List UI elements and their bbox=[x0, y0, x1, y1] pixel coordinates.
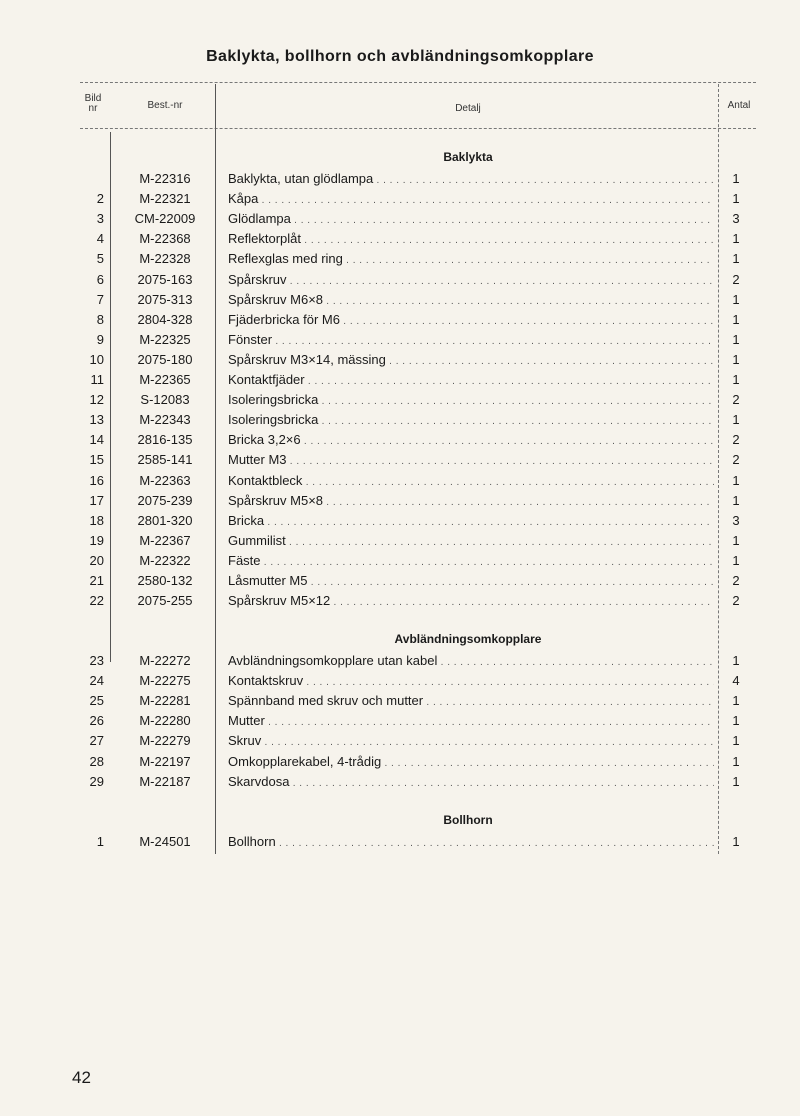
part-bild-nr: 8 bbox=[96, 311, 104, 327]
part-detalj: Omkopplarekabel, 4-trådig . . . bbox=[228, 754, 714, 769]
part-best-nr: M-22272 bbox=[139, 653, 191, 668]
part-detalj: Spårskruv M5×12 . . . bbox=[228, 593, 714, 608]
part-bild-nr: 24 bbox=[89, 673, 104, 689]
part-bild-nr: 26 bbox=[89, 713, 104, 729]
part-antal: 1 bbox=[732, 713, 740, 729]
part-antal: 1 bbox=[732, 552, 740, 568]
part-bild-nr: 17 bbox=[89, 492, 104, 508]
part-bild-nr: 3 bbox=[96, 211, 104, 227]
part-best-nr: M-22343 bbox=[139, 412, 191, 428]
part-bild-nr: 9 bbox=[96, 331, 104, 347]
part-detalj: Baklykta, utan glödlampa . . . bbox=[228, 171, 714, 186]
part-antal: 1 bbox=[732, 834, 740, 849]
part-bild-nr: 14 bbox=[89, 432, 104, 448]
part-detalj: Reflexglas med ring . . . bbox=[228, 251, 714, 266]
table-row bbox=[0, 452, 800, 472]
part-bild-nr: 10 bbox=[89, 351, 104, 367]
part-bild-nr: 21 bbox=[89, 573, 104, 588]
table-row bbox=[0, 332, 800, 352]
part-antal: 1 bbox=[732, 251, 740, 267]
part-best-nr: M-22322 bbox=[139, 552, 191, 568]
part-antal: 1 bbox=[732, 311, 740, 327]
part-detalj: Bricka 3,2×6 . . . bbox=[228, 432, 714, 447]
part-bild-nr: 28 bbox=[89, 753, 104, 769]
header-top-rule bbox=[80, 82, 756, 83]
table-row bbox=[0, 272, 800, 292]
part-antal: 4 bbox=[732, 673, 740, 689]
part-detalj: Kåpa . . . bbox=[228, 191, 714, 206]
part-best-nr: 2585-141 bbox=[137, 452, 193, 468]
part-best-nr: 2816-135 bbox=[137, 432, 193, 448]
part-antal: 2 bbox=[732, 392, 740, 408]
part-bild-nr: 22 bbox=[89, 593, 104, 609]
column-header-antal: Antal bbox=[727, 100, 751, 111]
section-heading: Avbländningsomkopplare bbox=[394, 632, 542, 646]
part-detalj: Glödlampa . . . bbox=[228, 211, 714, 226]
part-bild-nr: 25 bbox=[89, 693, 104, 709]
table-row bbox=[0, 231, 800, 251]
column-header-bild-nr: Bild nr bbox=[84, 93, 102, 114]
table-row bbox=[0, 432, 800, 452]
part-antal: 1 bbox=[732, 492, 740, 508]
part-antal: 1 bbox=[732, 171, 740, 186]
part-bild-nr: 16 bbox=[89, 472, 104, 488]
part-best-nr: M-22367 bbox=[139, 532, 191, 548]
part-antal: 1 bbox=[732, 231, 740, 247]
part-detalj: Fjäderbricka för M6 . . . bbox=[228, 312, 714, 327]
part-detalj: Isoleringsbricka . . . bbox=[228, 412, 714, 427]
column-header-detalj: Detalj bbox=[455, 103, 481, 114]
part-bild-nr: 15 bbox=[89, 452, 104, 468]
table-row bbox=[0, 412, 800, 432]
part-bild-nr: 6 bbox=[96, 271, 104, 287]
part-bild-nr: 27 bbox=[89, 733, 104, 749]
part-best-nr: CM-22009 bbox=[134, 211, 196, 227]
part-antal: 1 bbox=[732, 291, 740, 307]
part-best-nr: 2580-132 bbox=[137, 573, 193, 588]
part-best-nr: M-22280 bbox=[139, 713, 191, 729]
part-antal: 1 bbox=[732, 412, 740, 428]
part-best-nr: M-22325 bbox=[139, 331, 191, 347]
part-best-nr: 2804-328 bbox=[137, 311, 193, 327]
table-row bbox=[0, 191, 800, 211]
part-detalj: Bollhorn . . . bbox=[228, 834, 714, 849]
page-title: Baklykta, bollhorn och avbländningsomkopplare bbox=[206, 48, 594, 65]
part-best-nr: S-12083 bbox=[140, 392, 190, 408]
part-detalj: Skarvdosa . . . bbox=[228, 774, 714, 789]
part-antal: 3 bbox=[732, 512, 740, 528]
part-antal: 2 bbox=[732, 593, 740, 609]
part-bild-nr: 13 bbox=[89, 412, 104, 428]
part-best-nr: 2075-313 bbox=[137, 291, 193, 307]
part-antal: 1 bbox=[732, 472, 740, 488]
part-antal: 1 bbox=[732, 331, 740, 347]
table-row bbox=[0, 693, 800, 713]
column-header-best-nr: Best.-nr bbox=[147, 100, 183, 111]
part-best-nr: M-24501 bbox=[139, 834, 191, 849]
table-row bbox=[0, 251, 800, 271]
part-bild-nr: 4 bbox=[96, 231, 104, 247]
part-best-nr: 2075-163 bbox=[137, 271, 193, 287]
part-detalj: Spårskruv M3×14, mässing . . . bbox=[228, 352, 714, 367]
part-bild-nr: 20 bbox=[89, 552, 104, 568]
header-bottom-rule bbox=[80, 128, 756, 129]
part-bild-nr: 23 bbox=[89, 653, 104, 668]
part-antal: 1 bbox=[732, 733, 740, 749]
table-row bbox=[0, 653, 800, 673]
part-best-nr: 2801-320 bbox=[137, 512, 193, 528]
part-detalj: Fäste . . . bbox=[228, 553, 714, 568]
table-row bbox=[0, 392, 800, 412]
part-antal: 2 bbox=[732, 573, 740, 588]
part-best-nr: 2075-180 bbox=[137, 351, 193, 367]
part-detalj: Fönster . . . bbox=[228, 332, 714, 347]
table-row bbox=[0, 352, 800, 372]
part-antal: 2 bbox=[732, 432, 740, 448]
part-antal: 1 bbox=[732, 532, 740, 548]
part-detalj: Bricka . . . bbox=[228, 513, 714, 528]
table-row bbox=[0, 312, 800, 332]
part-bild-nr: 11 bbox=[90, 372, 104, 387]
part-detalj: Kontaktskruv . . . bbox=[228, 673, 714, 688]
part-detalj: Spårskruv . . . bbox=[228, 272, 714, 287]
part-antal: 1 bbox=[732, 753, 740, 769]
part-detalj: Spännband med skruv och mutter . . . bbox=[228, 693, 714, 708]
table-row bbox=[0, 673, 800, 693]
part-bild-nr: 1 bbox=[96, 834, 104, 849]
part-best-nr: M-22328 bbox=[139, 251, 191, 267]
table-row bbox=[0, 513, 800, 533]
part-best-nr: M-22197 bbox=[139, 753, 191, 769]
part-best-nr: M-22281 bbox=[139, 693, 191, 709]
table-row bbox=[0, 493, 800, 513]
part-best-nr: M-22275 bbox=[139, 673, 191, 689]
part-detalj: Gummilist . . . bbox=[228, 533, 714, 548]
part-best-nr: 2075-239 bbox=[137, 492, 193, 508]
part-antal: 2 bbox=[732, 271, 740, 287]
part-antal: 2 bbox=[732, 452, 740, 468]
part-antal: 1 bbox=[732, 191, 740, 207]
table-row bbox=[0, 713, 800, 733]
part-best-nr: M-22368 bbox=[139, 231, 191, 247]
section-heading: Bollhorn bbox=[443, 813, 493, 827]
part-detalj: Kontaktbleck . . . bbox=[228, 473, 714, 488]
part-detalj: Isoleringsbricka . . . bbox=[228, 392, 714, 407]
table-row bbox=[0, 372, 800, 392]
part-best-nr: M-22187 bbox=[139, 773, 191, 789]
part-best-nr: M-22365 bbox=[139, 372, 191, 387]
part-bild-nr: 7 bbox=[96, 291, 104, 307]
part-detalj: Kontaktfjäder . . . bbox=[228, 372, 714, 387]
table-row bbox=[0, 473, 800, 493]
part-detalj: Avbländningsomkopplare utan kabel . . . bbox=[228, 653, 714, 668]
part-best-nr: M-22279 bbox=[139, 733, 191, 749]
part-best-nr: M-22363 bbox=[139, 472, 191, 488]
part-best-nr: M-22316 bbox=[139, 171, 191, 186]
part-antal: 1 bbox=[732, 372, 740, 387]
part-detalj: Spårskruv M5×8 . . . bbox=[228, 493, 714, 508]
table-row bbox=[0, 211, 800, 231]
table-row bbox=[0, 774, 800, 794]
part-bild-nr: 29 bbox=[89, 773, 104, 789]
table-row bbox=[0, 553, 800, 573]
part-detalj: Reflektorplåt . . . bbox=[228, 231, 714, 246]
table-row bbox=[0, 573, 800, 593]
part-antal: 1 bbox=[732, 693, 740, 709]
table-row bbox=[0, 834, 800, 854]
page-number: 42 bbox=[72, 1068, 91, 1087]
table-row bbox=[0, 754, 800, 774]
table-row bbox=[0, 733, 800, 753]
part-detalj: Mutter M3 . . . bbox=[228, 452, 714, 467]
part-best-nr: 2075-255 bbox=[137, 593, 193, 609]
table-row bbox=[0, 593, 800, 613]
table-row bbox=[0, 533, 800, 553]
part-bild-nr: 2 bbox=[96, 191, 104, 207]
part-bild-nr: 12 bbox=[89, 392, 104, 408]
part-detalj: Låsmutter M5 . . . bbox=[228, 573, 714, 588]
part-bild-nr: 19 bbox=[89, 532, 104, 548]
part-detalj: Mutter . . . bbox=[228, 713, 714, 728]
table-row bbox=[0, 292, 800, 312]
table-row bbox=[0, 171, 800, 191]
part-antal: 1 bbox=[732, 351, 740, 367]
part-antal: 1 bbox=[732, 773, 740, 789]
part-bild-nr: 18 bbox=[89, 512, 104, 528]
part-best-nr: M-22321 bbox=[139, 191, 191, 207]
part-bild-nr: 5 bbox=[96, 251, 104, 267]
part-detalj: Skruv . . . bbox=[228, 733, 714, 748]
part-antal: 1 bbox=[732, 653, 740, 668]
part-antal: 3 bbox=[732, 211, 740, 227]
part-detalj: Spårskruv M6×8 . . . bbox=[228, 292, 714, 307]
section-heading: Baklykta bbox=[443, 150, 493, 164]
